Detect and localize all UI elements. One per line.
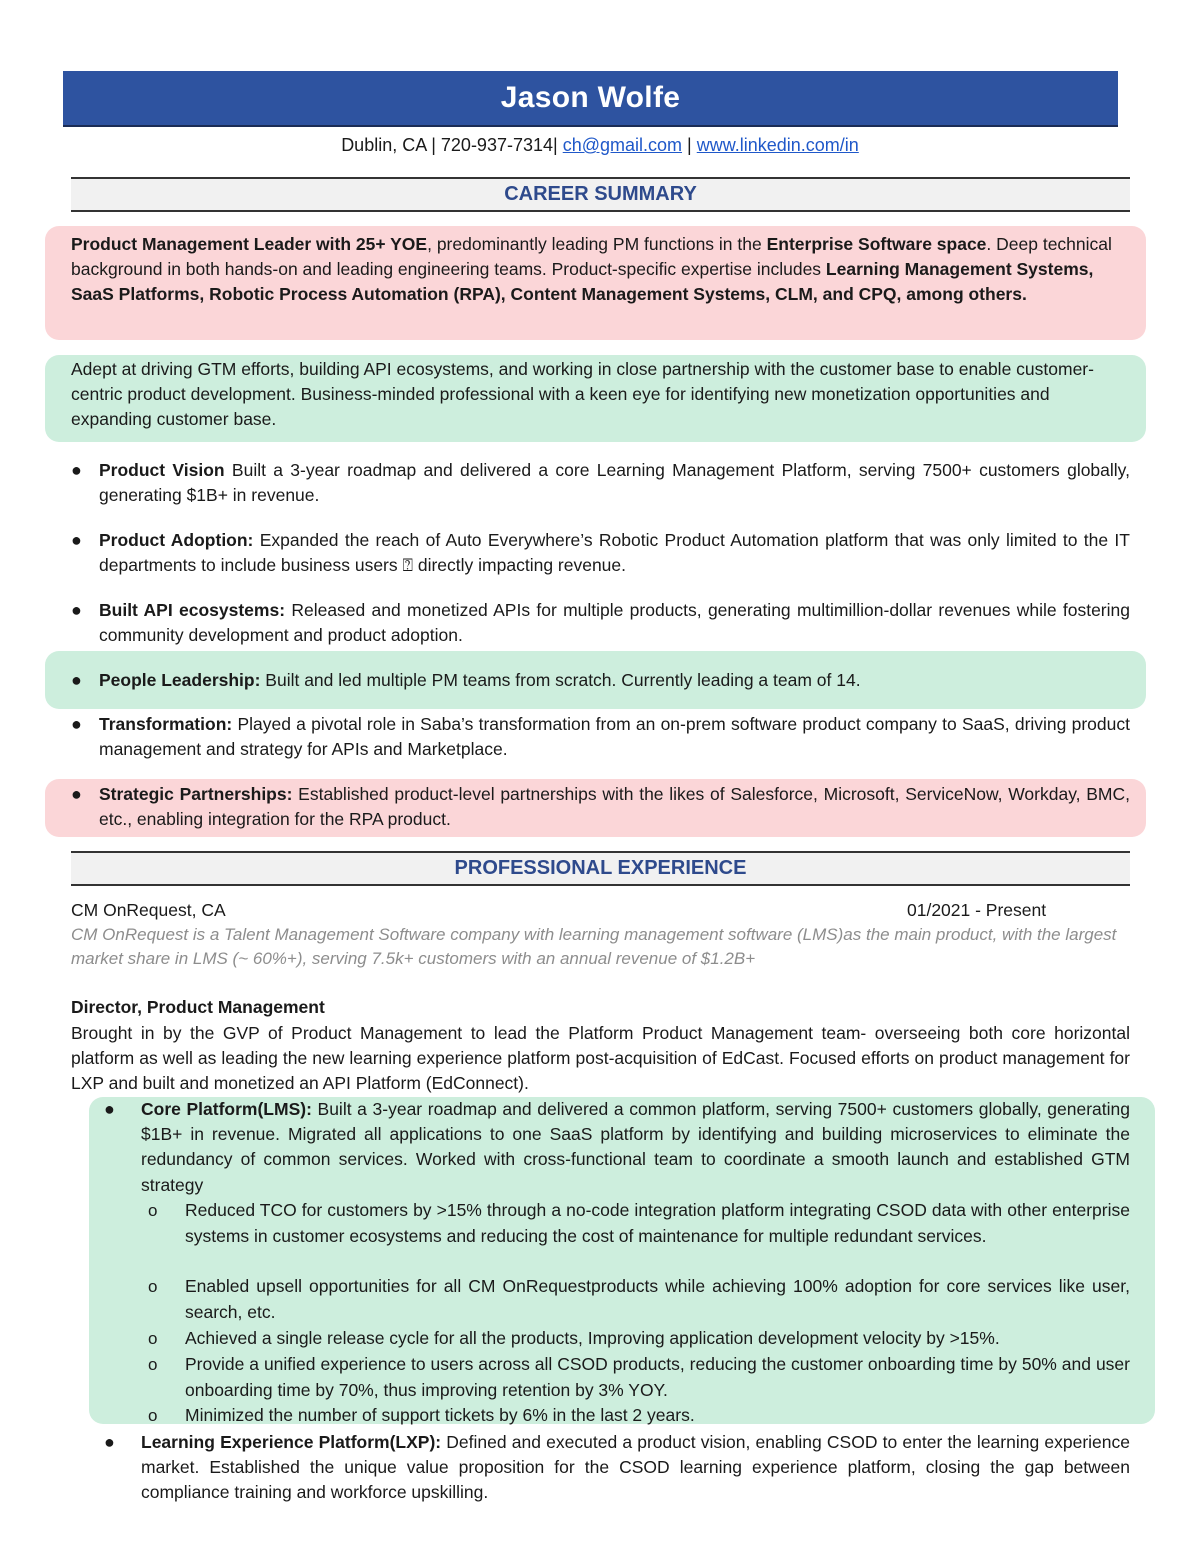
sub-bullet: [148, 1403, 1130, 1429]
summary-paragraph: [71, 232, 1130, 308]
bullet-label: Learning Experience Platform(LXP):: [141, 1432, 442, 1452]
bullet-label: Product Adoption:: [99, 530, 254, 550]
sub-bullet-text: Minimized the number of support tickets by 6% in the last 2 years.: [185, 1405, 695, 1425]
sub-bullet: [148, 1326, 1130, 1352]
circle-bullet-icon: o: [148, 1201, 158, 1220]
bullet-text: Played a pivotal role in Saba’s transformation from an on-prem software product company to SaaS, driving product management and strategy for APIs and Marketplace.: [99, 714, 1130, 760]
summary-bullet: [71, 668, 1130, 693]
summary-bullet: [71, 528, 1130, 578]
sub-bullet: [148, 1352, 1130, 1403]
bullet-text: Built a 3-year roadmap and delivered a core Learning Management Platform, serving 7500+ customers globally, generating $1B+ in revenue.: [99, 460, 1130, 506]
bullet-label: Built API ecosystems:: [99, 600, 286, 620]
experience-bullet: [104, 1097, 1130, 1198]
bullet-icon: ●: [104, 1099, 115, 1119]
linkedin-link[interactable]: www.linkedin.com/in: [696, 135, 859, 155]
role-title: Director, Product Management: [71, 997, 325, 1017]
email-link[interactable]: ch@gmail.com: [562, 135, 683, 155]
section-title: PROFESSIONAL EXPERIENCE: [454, 857, 747, 879]
experience-bullet: [104, 1430, 1130, 1506]
company-name: CM OnRequest, CA: [71, 900, 226, 920]
bold-text: Enterprise Software space: [766, 234, 987, 254]
name-banner: [63, 71, 1118, 127]
bullet-text: Expanded the reach of Auto Everywhere’s Robotic Product Automation platform that was only limited to the IT departments to include business users ⍰ directly impacting revenue.: [99, 530, 1130, 576]
circle-bullet-icon: o: [148, 1329, 158, 1348]
sub-bullet-text: Enabled upsell opportunities for all CM OnRequestproducts while achieving 100% adoption for core services like user, search, etc.: [185, 1276, 1130, 1322]
summary-bullet: [71, 598, 1130, 648]
summary-bullet: [71, 712, 1130, 762]
bullet-text: Defined and executed a product vision, enabling CSOD to enter the learning experience market. Established the unique value proposition for the CSOD learning experience platform, closing the gap between compliance training and workforce upskilling.: [141, 1432, 1130, 1503]
summary-bullet: [71, 458, 1130, 508]
bullet-label: People Leadership:: [99, 670, 261, 690]
bullet-icon: ●: [71, 714, 82, 734]
bullet-label: Strategic Partnerships:: [99, 784, 293, 804]
circle-bullet-icon: o: [148, 1277, 158, 1296]
bullet-icon: ●: [71, 530, 82, 550]
bullet-icon: ●: [104, 1432, 115, 1452]
section-title: CAREER SUMMARY: [504, 183, 697, 205]
circle-bullet-icon: o: [148, 1406, 158, 1425]
contact-separator: |: [687, 135, 692, 155]
bullet-text: Released and monetized APIs for multiple products, generating multimillion-dollar revenues while fostering community development and product adoption.: [99, 600, 1130, 646]
summary-bullet: [71, 782, 1130, 832]
summary-paragraph-2: Adept at driving GTM efforts, building API ecosystems, and working in close partnership with the customer base to enable customer-centric product development. Business-minded professional with a keen eye for identifying new monetization opportunities and expanding customer base.: [71, 359, 1094, 430]
candidate-name: Jason Wolfe: [500, 81, 681, 114]
sub-bullet-text: Reduced TCO for customers by >15% through a no-code integration platform integrating CSOD data with other enterprise systems in customer ecosystems and reducing the cost of maintenance for multiple redundant services.: [185, 1200, 1130, 1246]
contact-line: [0, 135, 1200, 156]
text: , predominantly leading PM functions in the: [427, 234, 767, 254]
bullet-icon: ●: [71, 784, 82, 804]
company-description: CM OnRequest is a Talent Management Software company with learning management software (LMS)as the main product, with the largest market share in LMS (~ 60%+), serving 7.5k+ customers with an annual revenue of $1.2B+: [71, 925, 1117, 968]
bullet-label: Transformation:: [99, 714, 233, 734]
role-description: Brought in by the GVP of Product Management to lead the Platform Product Management team- overseeing both core horizontal platform as well as leading the new learning experience platform post-acquisition of EdCast. Focused efforts on product management for LXP and built and monetized an API Platform (EdConnect).: [71, 1023, 1130, 1094]
bullet-icon: ●: [71, 670, 82, 690]
circle-bullet-icon: o: [148, 1355, 158, 1374]
bullet-icon: ●: [71, 460, 82, 480]
bullet-label: Product Vision: [99, 460, 225, 480]
sub-bullet-text: Provide a unified experience to users across all CSOD products, reducing the customer onboarding time by 50% and user onboarding time by 70%, thus improving retention by 3% YOY.: [185, 1354, 1130, 1400]
bullet-text: Built a 3-year roadmap and delivered a common platform, serving 7500+ customers globally, generating $1B+ in revenue. Migrated all applications to one SaaS platform by identifying and building microservices to eliminate the redundancy of common services. Worked with cross-functional team to coordinate a smooth launch and established GTM strategy: [141, 1099, 1131, 1195]
text: . Deep technical background in both hands-on and leading engineering teams. Product-specific expertise includes: [71, 234, 1112, 280]
career-summary-heading: [71, 177, 1130, 212]
bullet-label: Core Platform(LMS):: [141, 1099, 312, 1119]
bullet-text: Established product-level partnerships with the likes of Salesforce, Microsoft, ServiceNow, Workday, BMC, etc., enabling integration for the RPA product.: [99, 784, 1130, 830]
sub-bullet: [148, 1198, 1130, 1249]
bullet-icon: ●: [71, 600, 82, 620]
professional-experience-heading: [71, 851, 1130, 886]
bullet-text: Built and led multiple PM teams from scratch. Currently leading a team of 14.: [260, 670, 861, 690]
location-phone: Dublin, CA | 720-937-7314|: [341, 135, 558, 155]
bold-text: Product Management Leader with 25+ YOE: [71, 234, 428, 254]
sub-bullet-text: Achieved a single release cycle for all the products, Improving application development velocity by >15%.: [185, 1328, 1000, 1348]
bold-text: Learning Management Systems, SaaS Platforms, Robotic Process Automation (RPA), Content Management Systems, CLM, and CPQ, among others.: [71, 259, 1094, 305]
job-dates: 01/2021 - Present: [907, 900, 1047, 920]
sub-bullet: [148, 1274, 1130, 1325]
